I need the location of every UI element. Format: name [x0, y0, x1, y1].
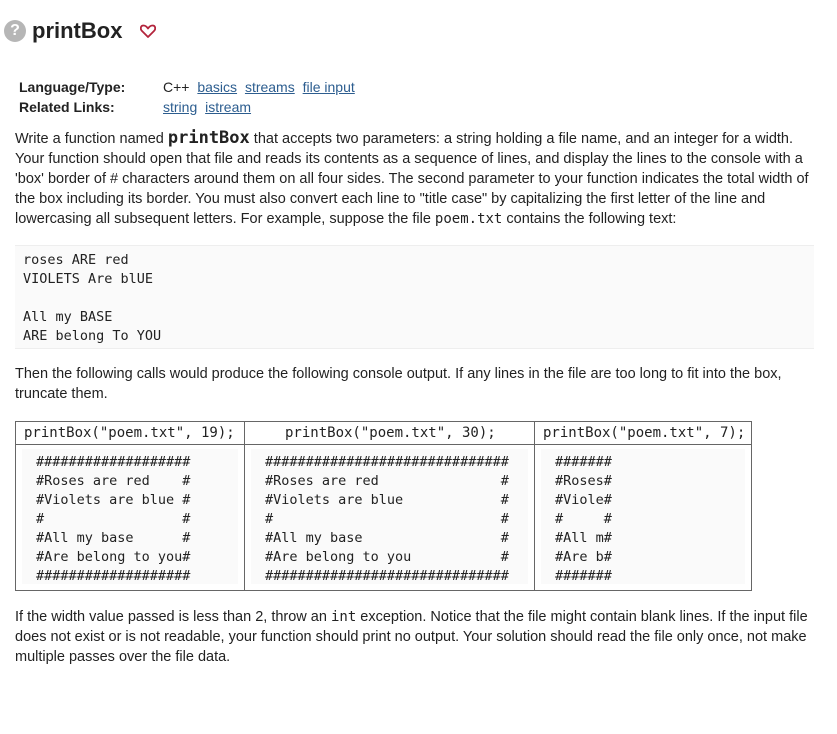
heart-icon[interactable] — [140, 24, 156, 38]
link-file-input[interactable]: file input — [302, 79, 355, 95]
language-label: Language/Type: — [19, 79, 126, 95]
language-values — [163, 79, 359, 95]
call-output: ####### #Roses# #Viole# # # #All m# #Are b# ####### — [555, 454, 612, 584]
exception-type: int — [330, 609, 357, 625]
link-istream[interactable]: istream — [205, 99, 252, 115]
link-basics[interactable]: basics — [197, 79, 238, 95]
link-string[interactable]: string — [163, 99, 198, 115]
problem-meta — [19, 77, 359, 117]
help-icon[interactable]: ? — [4, 20, 26, 42]
intro-text-2: that accepts two parameters: a string holding a file name, and an integer for a width. Your function should open that file and reads its contents as a sequence of lines, and display the lines to the console with a 'box' border of # characters around them on all four sides. The second parameter to your function indicates the total width of the box including its border. You must also convert each line to "title case" by capitalizing the first letter of the line and lowercasing all subsequent letters. For example, suppose the file — [15, 131, 809, 227]
related-label: Related Links: — [19, 99, 115, 115]
call-output: ############################## #Roses are red # #Violets are blue # # # #All my base # #Are belong to you # ############################## — [265, 454, 509, 584]
language-name: C++ — [163, 79, 190, 95]
call-header: printBox("poem.txt", 7); — [535, 422, 751, 445]
file-contents: roses ARE red VIOLETS Are blUE All my BASE ARE belong To YOU — [23, 252, 162, 344]
title-row — [4, 18, 156, 44]
language-row — [19, 77, 359, 97]
call-output-box — [251, 449, 528, 584]
file-contents-block — [15, 245, 814, 349]
call-output-box — [22, 449, 238, 584]
then-paragraph: Then the following calls would produce the following console output. If any lines in the file are too long to fit into the box, truncate them. — [15, 366, 782, 402]
call-column-19 — [16, 422, 244, 590]
call-header: printBox("poem.txt", 19); — [16, 422, 244, 445]
example-calls-table — [15, 421, 752, 591]
page-title: printBox — [32, 18, 123, 43]
related-row — [19, 97, 359, 117]
file-name: poem.txt — [434, 211, 503, 227]
intro-text-3: contains the following text: — [502, 211, 677, 227]
function-name: printBox — [167, 128, 250, 148]
call-output: ################### #Roses are red # #Violets are blue # # # #All my base # #Are belong to you# ################### — [36, 454, 191, 584]
related-values — [163, 99, 255, 115]
call-header: printBox("poem.txt", 30); — [245, 422, 534, 445]
closing-text-2: exception. Notice that the file might contain blank lines. If the input file does not exist or is not readable, your function should print no output. Your solution should read the file only once, not make multiple passes over the file data. — [15, 609, 808, 665]
closing-text-1: If the width value passed is less than 2, throw an — [15, 609, 331, 625]
intro-paragraph — [15, 128, 815, 229]
call-column-30 — [244, 422, 534, 590]
closing-paragraph — [15, 607, 815, 667]
link-streams[interactable]: streams — [244, 79, 295, 95]
intro-text-1: Write a function named — [15, 131, 168, 147]
call-output-box — [541, 449, 745, 584]
call-column-7 — [534, 422, 751, 590]
